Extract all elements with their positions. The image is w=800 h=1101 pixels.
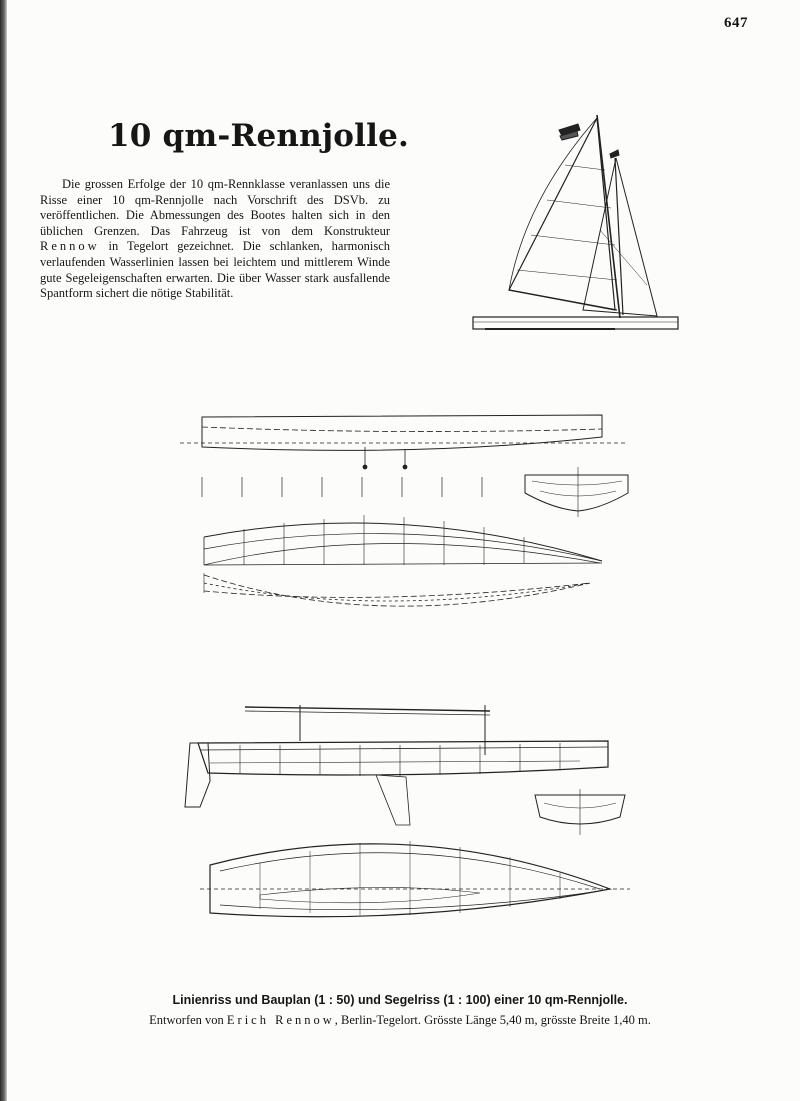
figure-caption: Linienriss und Bauplan (1 : 50) und Segelriss (1 : 100) einer 10 qm-Rennjolle. bbox=[172, 993, 628, 1007]
subcaption-designer: Erich Rennow bbox=[226, 1013, 335, 1027]
figure-subcaption bbox=[0, 1013, 800, 1028]
intro-text-1: Die grossen Erfolge der 10 qm-Rennklasse veranlassen uns die Risse einer 10 qm-Rennjolle nach Vorschrift des DSVb. zu veröffentlichen. Die Abmessungen des Bootes halten sich in den üblichen Grenzen. Das Fahrzeug ist von dem Konstrukteur bbox=[40, 177, 390, 238]
page-edge bbox=[0, 0, 7, 1101]
construction-plan-drawing bbox=[180, 695, 685, 950]
subcaption-suffix: , Berlin-Tegelort. Grösste Länge 5,40 m, grösste Breite 1,40 m. bbox=[334, 1013, 651, 1027]
page-number: 647 bbox=[724, 15, 748, 31]
designer-name: Rennow bbox=[40, 239, 100, 254]
subcaption-prefix: Entworfen von bbox=[149, 1013, 227, 1027]
intro-text-2: in Tegelort gezeichnet. Die schlanken, harmonisch verlaufenden Wasserlinien lassen bei leichtem und mittlerem Winde gute Segeleigenschaften erwarten. Die über Wasser stark ausfallende Spantform sichert die nötige Stabilität. bbox=[40, 239, 390, 301]
sail-plan-drawing bbox=[465, 110, 690, 340]
lines-plan-drawing bbox=[180, 405, 640, 630]
intro-paragraph bbox=[40, 177, 390, 302]
page-title: 10 qm-Rennjolle. bbox=[108, 118, 409, 154]
